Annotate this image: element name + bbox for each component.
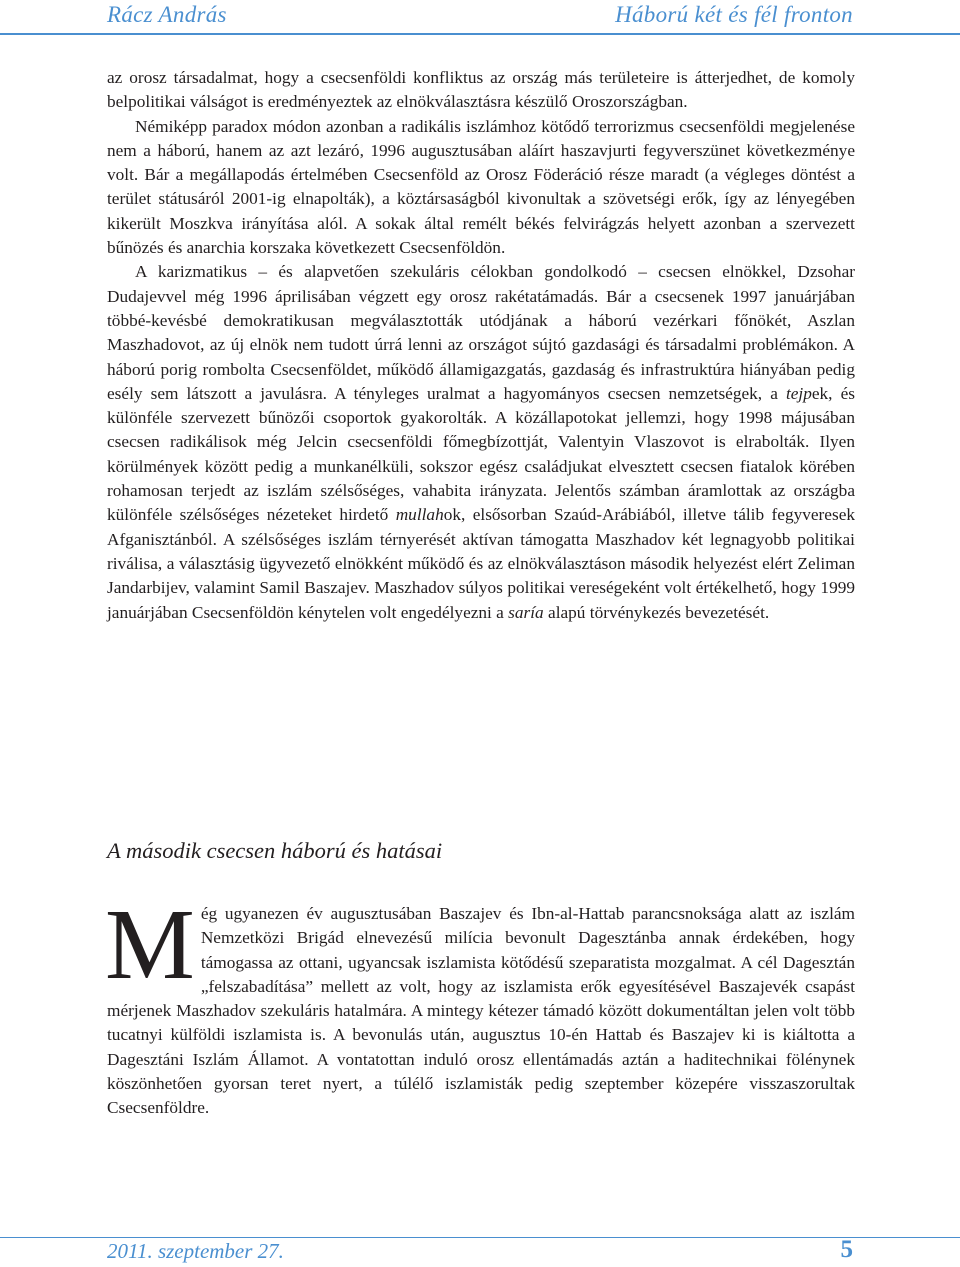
drop-cap: M [105,888,195,1000]
section-paragraph-1: ég ugyanezen év augusztusában Baszajev és Ibn-al-Hattab parancsnoksága alatt az iszlám Nemzetközi Brigád elnevezésű milícia bevonult Dagesztánba annak érdekében, hogy támogassa az ottani, ugyancsak iszlamista kötődésű szeparatista mozgalmat. A cél Dagesztán „felszabadítása” mellett az volt, hogy az iszlamista erők egyesítésével Baszajevék csapást mérjenek Maszhadov szekuláris hatalmára. A mintegy kétezer támadó között dokumentáltan jelen volt több tucatnyi külföldi iszlamista is. A bevonulás után, augusztus 10-én Hattab és Baszajev ki is kiáltotta a Dagesztáni Iszlám Államot. A vontatottan induló orosz ellentámadás aztán a haditechnikai fölénynek köszönhetően gyorsan teret nyert, a túlélő iszlamisták pedig szeptember közepére visszaszorultak Csecsenföldre. [107,904,855,1118]
paragraph-2: Némiképp paradox módon azonban a radikális iszlámhoz kötődő terrorizmus csecsenföldi megjelenése nem a háború, hanem az azt lezáró, 1996 augusztusában aláírt haszavjurti fegyverszünet következménye volt. Bár a megállapodás értelmében Csecsenföld az Orosz Föderáció része maradt (a végleges döntést a terület státusáról 2001-ig elnapolták), a köztársaságból kivonultak a szövetségi erők, így az lényegében kikerült Moszkva irányítása alól. A sokak által remélt békés felvirágzás helyett azonban a szervezett bűnözés és anarchia korszaka következett Csecsenföldön. [107,116,855,258]
header-title: Háború két és fél fronton [615,2,853,27]
paragraph-3-part-d: alapú törvénykezés bevezetését. [543,602,770,622]
term-saria: saría [508,602,544,622]
body-text [107,66,855,625]
term-mullah: mullah [395,505,444,525]
paragraph-3-part-c: ok, elsősorban Szaúd-Arábiából, illetve tálib fegyveresek Afganisztánból. A szélsőséges iszlám térnyerését aktívan támogatta Maszhadov két legnagyobb politikai riválisa, a választásig ügyvezető elnökként működő és az elnökválasztáson második helyezést elért Zeliman Jandarbijev, valamint Samil Baszajev. Maszhadov súlyos politikai vereségeként volt értékelhető, hogy 1999 januárjában Csecsenföldön kénytelen volt engedélyezni a [107,505,855,622]
paragraph-3-part-a: A karizmatikus – és alapvetően szekuláris célokban gondolkodó – csecsen elnökkel, Dzsohar Dudajevvel még 1996 áprilisában végzett egy orosz rakétatámadás. Bár a csecsenek 1997 januárjában többé-kevésbé demokratikusan megválasztották utódjának a háború vezérkari főnökét, Aszlan Maszhadovot, az új elnök nem tudott úrrá lenni az országot sújtó gazdasági és társadalmi problémákon. A háború porig rombolta Csecsenföldet, működő államigazgatás, gazdaság és infrastruktúra hiányában pedig esély sem látszott a javulásra. A tényleges uralmat a hagyományos csecsen nemzetségek, a [107,262,855,403]
header-author: Rácz András [107,2,227,27]
header-rule [0,33,960,35]
page-number: 5 [840,1236,853,1263]
footer-rule [0,1237,960,1238]
section-heading: A második csecsen háború és hatásai [107,838,443,863]
footer-date: 2011. szeptember 27. [107,1239,284,1263]
term-tejp: tejp [785,383,812,403]
page-header [0,0,960,34]
paragraph-1: az orosz társadalmat, hogy a csecsenföldi konfliktus az ország más területeire is átterjedhet, de komoly belpolitikai válságot is eredményeztek az elnökválasztásra készülő Oroszországban. [107,68,855,112]
paragraph-3-part-b: ek, és különféle szervezett bűnözői csoportok gyakorolták. A közállapotokat jellemzi, hogy 1998 májusában csecsen radikálisok még Jelcin csecsenföldi főmegbízottját, Valentyin Vlaszovot is elrabolták. Ilyen körülmények között pedig a munkanélküli, sokszor egész családjukat elvesztett csecsen fiatalok körében rohamosan terjedt az iszlám szélsőséges, vahabita irányzata. Jelentős számban áramlottak az országba különféle szélsőséges nézeteket hirdető [107,383,855,525]
section-body [105,888,855,1121]
paragraph-3 [107,260,855,624]
